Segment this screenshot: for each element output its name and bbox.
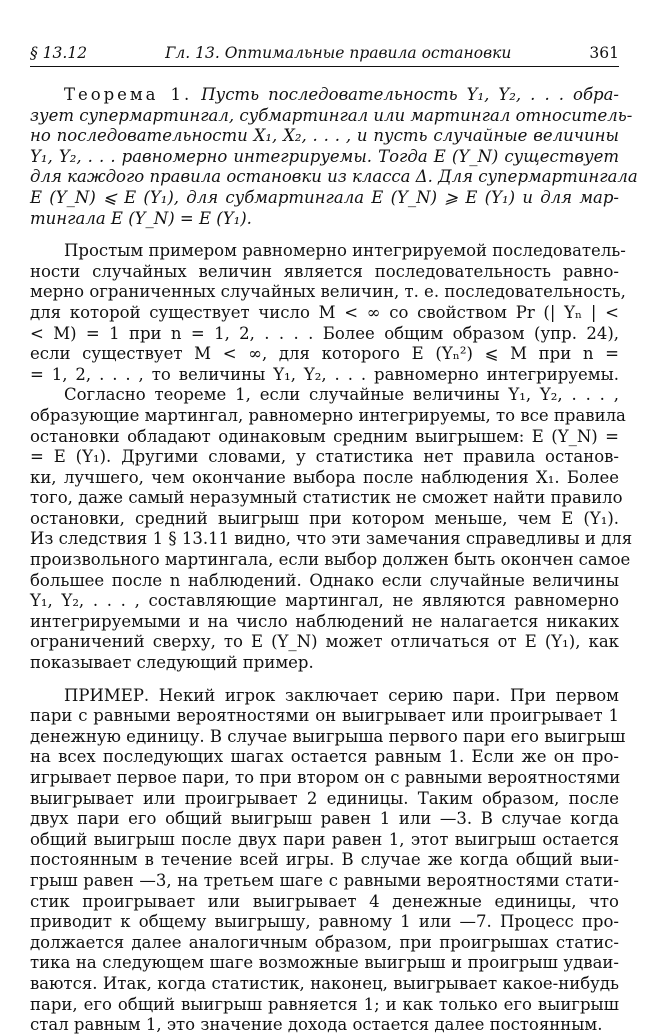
text-line: для каждого правила остановки из класса Δ. Для супермартингала — [30, 167, 638, 187]
paragraph-uniform-integrability — [30, 241, 626, 385]
text-line: Теорема 1. Пусть последовательность Y₁, Y₂, . . . обра- — [64, 85, 620, 104]
text-line: мерно ограниченных случайных величин, т. е. последовательность, — [30, 282, 626, 302]
text-line: = E (Y₁). Другими словами, у статистика нет правила останов- — [30, 447, 619, 467]
text-line: но последовательности X₁, X₂, . . . , и пусть случайные величины — [30, 126, 619, 146]
text-line: < M) = 1 при n = 1, 2, . . . . Более общим образом (упр. 24), — [30, 323, 619, 343]
paragraph-gap — [30, 674, 619, 686]
text-line: зует супермартингал, субмартингал или мартингал относитель- — [30, 105, 633, 125]
running-header — [30, 44, 619, 62]
text-line: ности случайных величин является последовательность равно- — [30, 261, 619, 281]
text-line: ПРИМЕР. Некий игрок заключает серию пари. При первом — [64, 685, 619, 705]
theorem-label: Теорема 1. — [64, 85, 193, 104]
text-line: ваются. Итак, когда статистик, наконец, выигрывает какое-нибудь — [30, 973, 619, 993]
text-line: постоянным в течение всей игры. В случае же когда общий выи- — [30, 850, 619, 870]
page-number: 361 — [589, 44, 619, 62]
text-line: стал равным 1, это значение дохода остается далее постоянным. — [30, 1015, 603, 1035]
text-line: остановки обладают одинаковым средним выигрышем: E (Y_N) = — [30, 426, 619, 446]
text-line: Y₁, Y₂, . . . равномерно интегрируемы. Тогда E (Y_N) существует — [30, 146, 619, 166]
theorem-1 — [30, 85, 638, 229]
text-line: Y₁, Y₂, . . . , составляющие мартингал, не являются равномерно — [30, 591, 619, 611]
header-rule — [30, 66, 619, 67]
text-line: выигрывает или проигрывает 2 единицы. Таким образом, после — [30, 788, 619, 808]
text-line: грыш равен —3, на третьем шаге с равными вероятностями стати- — [30, 870, 619, 890]
text-line: большее после n наблюдений. Однако если случайные величины — [30, 570, 619, 590]
chapter-title: Гл. 13. Оптимальные правила остановки — [165, 44, 512, 62]
text-line: Простым примером равномерно интегрируемой последователь- — [64, 241, 626, 261]
text-line: если существует M < ∞, для которого E (Yₙ²) ⩽ M при n = — [30, 344, 619, 364]
text-line: общий выигрыш после двух пари равен 1, этот выигрыш остается — [30, 829, 619, 849]
paragraph-example — [30, 685, 626, 1036]
text-line: приводит к общему выигрышу, равному 1 или —7. Процесс про- — [30, 912, 619, 932]
text-line: ограничений сверху, то E (Y_N) может отличаться от E (Y₁), как — [30, 632, 619, 652]
text-line: для которой существует число M < ∞ со свойством Pr (| Yₙ | < — [30, 302, 619, 322]
text-line: показывает следующий пример. — [30, 653, 314, 673]
text-line: произвольного мартингала, если выбор должен быть окончен самое — [30, 550, 631, 570]
text-line: должается далее аналогичным образом, при проигрышах статис- — [30, 932, 619, 952]
text-line: тика на следующем шаге возможные выигрыш и проигрыш удваи- — [30, 953, 619, 973]
text-line: E (Y_N) ⩽ E (Y₁), для субмартингала E (Y_N) ⩾ E (Y₁) и для мар- — [30, 187, 619, 207]
paragraph-martingale-remark — [30, 385, 633, 673]
text-line: тингала E (Y_N) = E (Y₁). — [30, 208, 252, 228]
text-line: ки, лучшего, чем окончание выбора после наблюдения X₁. Более — [30, 467, 619, 487]
text-line: игрывает первое пари, то при втором он с равными вероятностями — [30, 768, 621, 787]
text-line: = 1, 2, . . . , то величины Y₁, Y₂, . . . равномерно интегрируемы. — [30, 364, 619, 384]
text-line: денежную единицу. В случае выигрыша первого пари его выигрыш — [30, 726, 626, 746]
text-line: пари с равными вероятностями он выигрывает или проигрывает 1 — [30, 706, 619, 726]
text-line: пари, его общий выигрыш равняется 1; и как только его выигрыш — [30, 994, 619, 1014]
text-line: двух пари его общий выигрыш равен 1 или —3. В случае когда — [30, 809, 619, 829]
text-line: интегрируемыми и на число наблюдений не налагается никаких — [30, 611, 619, 631]
text-line: образующие мартингал, равномерно интегрируемы, то все правила — [30, 405, 626, 425]
text-line: на всех последующих шагах остается равным 1. Если же он про- — [30, 747, 619, 767]
text-line: стик проигрывает или выигрывает 4 денежные единицы, что — [30, 891, 619, 911]
text-line: Согласно теореме 1, если случайные величины Y₁, Y₂, . . . , — [64, 385, 619, 405]
paragraph-gap — [30, 229, 619, 241]
section-number: § 13.12 — [30, 44, 88, 62]
text-line: Из следствия 1 § 13.11 видно, что эти замечания справедливы и для — [30, 529, 633, 549]
page-body — [30, 85, 638, 1036]
text-line: остановки, средний выигрыш при котором меньше, чем E (Y₁). — [30, 508, 619, 528]
text-line: того, даже самый неразумный статистик не сможет найти правило — [30, 488, 623, 508]
